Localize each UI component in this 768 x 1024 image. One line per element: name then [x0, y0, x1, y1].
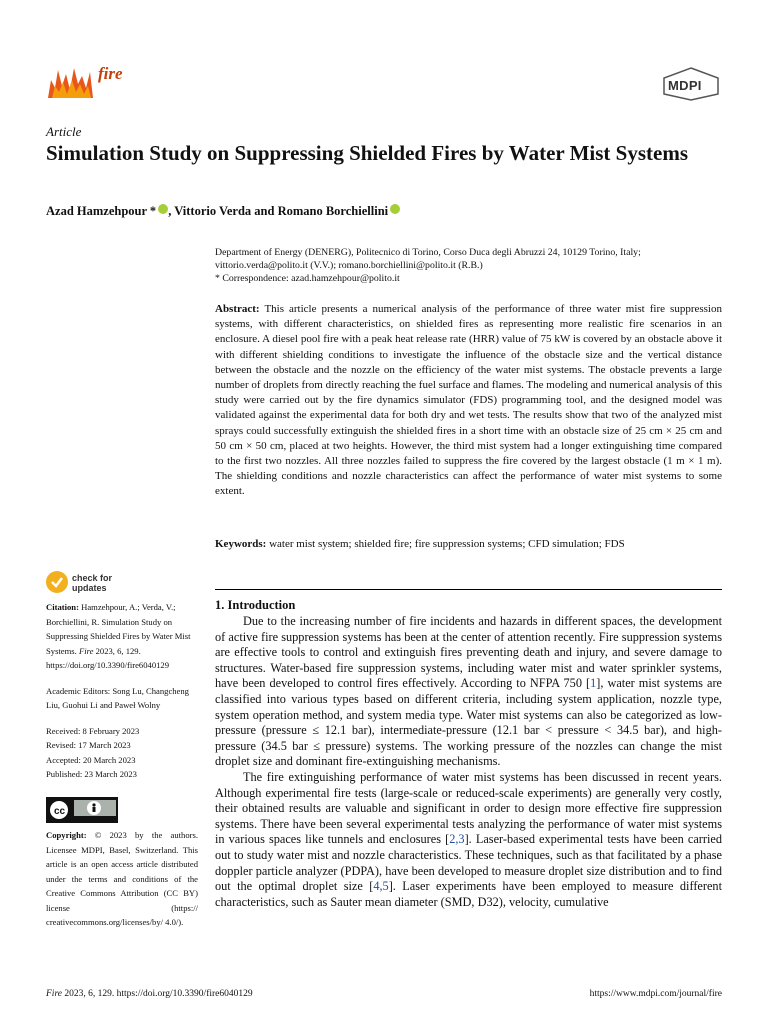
journal-logo[interactable]: [46, 60, 166, 100]
affiliation-line: Department of Energy (DENERG), Politecnico di Torino, Corso Duca degli Abruzzi 24, 10129 Torino, Italy;: [215, 247, 641, 258]
citation: Citation: Hamzehpour, A.; Verda, V.; Borchiellini, R. Simulation Study on Suppressing Shielded Fires by Water Mist Systems. Fire 2023, 6, 129. https://doi.org/10.3390/fire6040129: [46, 602, 191, 670]
date-received: Received: 8 February 2023: [46, 725, 140, 736]
keywords: [215, 538, 722, 550]
reference-link[interactable]: 4,5: [373, 879, 389, 894]
date-accepted: Accepted: 20 March 2023: [46, 754, 136, 765]
section-heading: 1. Introduction: [215, 598, 296, 612]
abstract: [215, 302, 722, 500]
flame-icon: [46, 60, 94, 100]
publisher-name: MDPI: [668, 78, 702, 93]
article-info-sidebar: [46, 600, 198, 782]
check-for-updates-button[interactable]: [46, 571, 146, 597]
copyright-notice: Copyright: © 2023 by the authors. Licensee MDPI, Basel, Switzerland. This article is an open access article distributed under the terms and conditions of the Creative Commons Attribution (CC BY) license (https:// creativecommons.org/licenses/by/ 4.0/).: [46, 830, 198, 927]
orcid-icon[interactable]: [390, 204, 400, 214]
check-updates-label: check for updates: [72, 573, 113, 593]
reference-link[interactable]: 1: [590, 676, 597, 691]
author-list: [46, 204, 400, 219]
orcid-icon[interactable]: [158, 204, 168, 214]
keywords-label: Keywords:: [215, 538, 267, 550]
abstract-text: This article presents a numerical analysis of the performance of three water mist fire suppression systems, with different characteristics, on shielded fires as representing more realistic fire scenarios in an enclosure. A diesel pool fire with a peak heat release rate (HRR) value of 75 kW is covered by an obstacle above it with different shielding conditions to investigate the influence of the obstacle size and the vertical distance between the obstacle and the nozzle on the efficiency of the water mist systems. The obstacle prevents a large number of droplets from directly reaching the fuel surface and flames. The modeling and numerical analysis of this study were carried out by the fire dynamics simulator (FDS) programming tool, and the designed model was validated against the experimental data for both dry and wet tests. The results show that two of the analyzed mist sprays could successfully extinguish the shielded fires in a short time with an obstacle size of 25 cm × 25 cm and 50 cm × 50 cm, placed at two heights. However, the third mist system had a longer extinguishing time compared to the first two nozzles. All three nozzles failed to suppress the fire covered by the largest obstacle (1 m × 1 m). The shielding conditions and nozzle characteristics can affect the performance of water mist systems to some extent.: [215, 303, 722, 498]
academic-editors: Academic Editors: Song Lu, Changcheng Liu, Guohui Li and Paweł Wolny: [46, 685, 189, 710]
svg-text:cc: cc: [54, 806, 66, 817]
paragraph: Due to the increasing number of fire incidents and hazards in different spaces, the development of active fire suppression systems has been at the center of attention recently. Fire suppression systems are effective tools to control and extinguish fires preventing death and injury, and severe damage to structures. Water-based fire suppression systems, including water mist and water sprinkler systems, have been developed to control fires effectively. According to NFPA 750 [1], water mist systems are classified into various types based on different criteria, including system application, nozzle type, system operation method, and system media type. Water mist systems can also be categorized as low-pressure (pressure ≤ 12.1 bar), intermediate-pressure (12.1 bar < pressure < 34.5 bar), and high-pressure (34.5 bar ≤ pressure) systems. The working pressure of the nozzles can change the mist droplet size and dominant fire-extinguishing mechanisms.: [215, 614, 722, 769]
affiliation-block: [215, 246, 725, 285]
reference-link[interactable]: 2,3: [449, 832, 465, 847]
publisher-logo[interactable]: [660, 66, 722, 102]
author-names: , Vittorio Verda and Romano Borchiellini: [168, 204, 389, 218]
article-type: Article: [46, 124, 82, 139]
paragraph: The fire extinguishing performance of water mist systems has been discussed in recent years. Although experimental fire tests (large-scale or reduced-scale experiments) are generally very costly, their obtained results are valuable and significant in order to design more effective fire suppression systems. There have been several experimental tests analyzing the performance of water mist systems in various spaces like tunnels and enclosures [2,3]. Laser-based experimental tests have been carried out to study water mist and nozzle characteristics. These techniques, such as that facilitated by a phase doppler particle analyzer (PDPA), have been developed to measure droplet size distribution and to find out the optimal droplet size [4,5]. Laser experiments have been employed to measure different characteristics, such as Sauter mean diameter (SMD, D32), velocity, cumulative: [215, 769, 723, 909]
author-name[interactable]: Azad Hamzehpour *: [46, 204, 157, 218]
keywords-text: water mist system; shielded fire; fire suppression systems; CFD simulation; FDS: [269, 538, 625, 550]
journal-name: fire: [98, 64, 123, 83]
footer-journal-link[interactable]: https://www.mdpi.com/journal/fire: [589, 989, 722, 999]
citation-doi-link[interactable]: https://doi.org/10.3390/fire6040129: [46, 660, 170, 670]
footer-citation: Fire 2023, 6, 129. https://doi.org/10.3390/fire6040129: [46, 989, 253, 999]
article-title: Simulation Study on Suppressing Shielded Fires by Water Mist Systems: [46, 141, 688, 165]
introduction-body: [215, 614, 722, 910]
date-revised: Revised: 17 March 2023: [46, 740, 131, 750]
date-published: Published: 23 March 2023: [46, 769, 137, 779]
author-emails[interactable]: vittorio.verda@polito.it (V.V.); romano.borchiellini@polito.it (R.B.): [215, 260, 483, 271]
cc-by-license-icon[interactable]: [46, 797, 118, 823]
check-icon: [46, 571, 68, 593]
abstract-label: Abstract:: [215, 303, 260, 315]
divider: [215, 589, 722, 590]
correspondence[interactable]: * Correspondence: azad.hamzehpour@polito.it: [215, 273, 400, 284]
